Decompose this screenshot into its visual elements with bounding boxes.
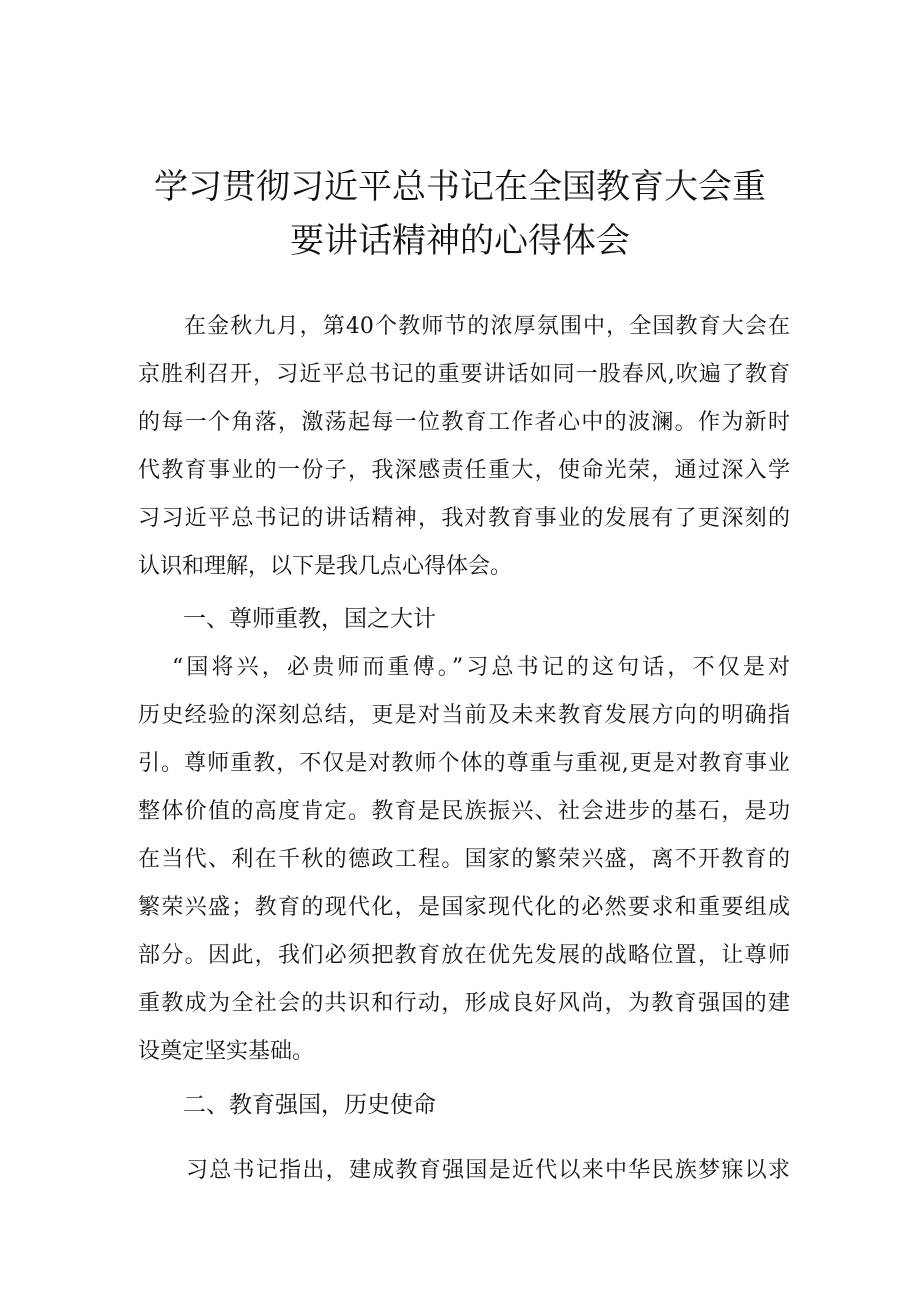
document-title-line-2: 要讲话精神的心得体会 (290, 221, 630, 261)
section1-line: “国将兴，必贵师而重傅。”习总书记的这句话，不仅是对 (172, 655, 790, 680)
intro-line: 在金秋九月，第40个教师节的浓厚氛围中，全国教育大会在 (184, 314, 790, 339)
section1-line: 重教成为全社会的共识和行动，形成良好风尚，为教育强国的建 (138, 991, 790, 1016)
intro-line: 的每一个角落，激荡起每一位教育工作者心中的波澜。作为新时 (138, 410, 790, 435)
section2-line: 习总书记指出，建成教育强国是近代以来中华民族梦寐以求 (186, 1158, 790, 1183)
section-heading-1: 一、尊师重教，国之大计 (183, 606, 436, 632)
section1-line: 历史经验的深刻总结，更是对当前及未来教育发展方向的明确指 (138, 703, 790, 728)
document-title-line-1: 学习贯彻习近平总书记在全国教育大会重 (154, 167, 766, 207)
section1-line: 引。尊师重教，不仅是对教师个体的尊重与重视,更是对教育事业 (138, 751, 790, 776)
intro-line: 认识和理解，以下是我几点心得体会。 (138, 554, 513, 579)
section1-line: 繁荣兴盛；教育的现代化，是国家现代化的必然要求和重要组成 (138, 895, 790, 920)
section1-line: 在当代、利在千秋的德政工程。国家的繁荣兴盛，离不开教育的 (138, 847, 790, 872)
section-heading-2: 二、教育强国，历史使命 (183, 1092, 436, 1118)
section1-line: 设奠定坚实基础。 (138, 1039, 315, 1064)
section1-line: 部分。因此，我们必须把教育放在优先发展的战略位置，让尊师 (138, 943, 790, 968)
section1-line: 整体价值的高度肯定。教育是民族振兴、社会进步的基石，是功 (138, 799, 790, 824)
intro-line: 京胜利召开，习近平总书记的重要讲话如同一股春风,吹遍了教育 (138, 362, 790, 387)
intro-line: 代教育事业的一份子，我深感责任重大，使命光荣，通过深入学 (138, 458, 790, 483)
intro-line: 习习近平总书记的讲话精神，我对教育事业的发展有了更深刻的 (138, 506, 790, 531)
